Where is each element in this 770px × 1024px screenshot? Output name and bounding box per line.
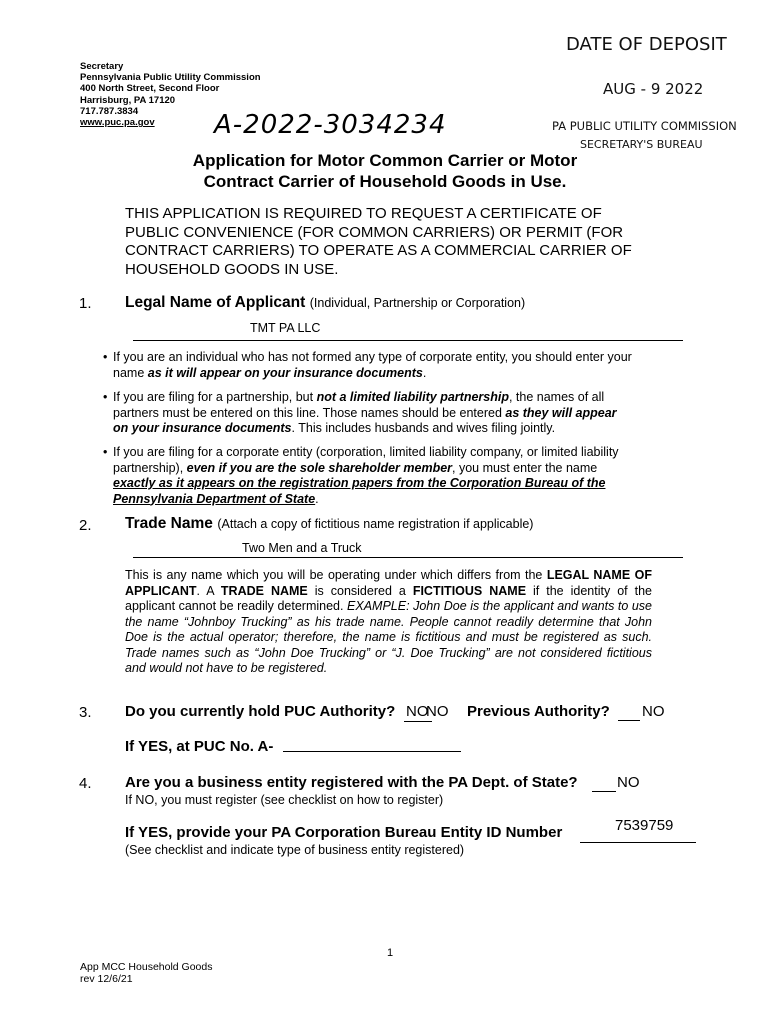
trade-name-field[interactable]	[133, 539, 683, 558]
q4-number: 4.	[79, 775, 92, 792]
address-line2: Pennsylvania Public Utility Commission	[80, 72, 261, 84]
q1-number: 1.	[79, 295, 92, 312]
address-phone: 717.787.3834	[80, 105, 139, 117]
q2-hint: (Attach a copy of fictitious name registration if applicable)	[217, 517, 534, 531]
docket-number: A-2022-3034234	[214, 110, 447, 140]
q2-p-f: FICTITIOUS NAME	[412, 583, 527, 598]
page-number: 1	[387, 947, 394, 959]
title-line1: Application for Motor Common Carrier or Motor	[192, 151, 578, 170]
footer-form: App MCC Household Goods	[80, 961, 213, 973]
page-title	[130, 150, 640, 192]
intro-line1: THIS APPLICATION IS REQUIRED TO REQUEST A CERTIFICATE OF	[125, 205, 602, 222]
q1-b2-text: If you are filing for a partnership, but	[113, 390, 317, 404]
address-line3: 400 North Street, Second Floor	[80, 83, 220, 95]
intro-line3: CONTRACT CARRIERS) TO OPERATE AS A COMMERCIAL CARRIER OF	[125, 242, 632, 259]
q3-ifyes-label: If YES, at PUC No. A-	[125, 738, 274, 755]
q2-number: 2.	[79, 517, 92, 534]
footer-info	[80, 961, 213, 985]
entity-id-field[interactable]	[580, 817, 696, 843]
q4-note: If NO, you must register (see checklist on how to register)	[125, 793, 444, 807]
q2-p-e: is considered a	[307, 583, 413, 598]
stamp-title: DATE OF DEPOSIT	[566, 34, 727, 55]
entity-id-value: 7539759	[615, 817, 674, 834]
q1-b2-emph: not a limited liability partnership	[316, 390, 509, 404]
q1-b3-emph: even if you are the sole shareholder member	[186, 460, 453, 475]
q1-b3-text2: , you must enter the name	[452, 460, 598, 475]
q3-question: Do you currently hold PUC Authority?	[125, 703, 396, 720]
q2-heading	[125, 515, 533, 533]
q1-heading	[125, 294, 525, 312]
q1-bullet-2	[113, 390, 633, 437]
intro-line4: HOUSEHOLD GOODS IN USE.	[125, 260, 339, 278]
q1-b3-end: .	[315, 491, 319, 506]
business-entity-answer-field[interactable]	[592, 774, 644, 792]
q2-p-h: EXAMPLE: John Doe is the applicant and wants to use the name “Johnboy Trucking” as his trade name. People cannot readily determine that John Doe is the actual operator; therefore, the name is fictitious and must be registered as such. Trade names such as “John Doe Trucking” or “J. Doe Trucking” are not considered fictitious and would not have to be registered.	[125, 599, 652, 675]
q4-entity-label: If YES, provide your PA Corporation Bureau Entity ID Number	[125, 824, 563, 841]
q2-p-d: TRADE NAME	[220, 583, 308, 598]
q1-label: Legal Name of Applicant	[125, 294, 306, 311]
trade-name-explanation	[125, 568, 652, 677]
q4-entity-note: (See checklist and indicate type of business entity registered)	[125, 843, 465, 857]
q1-b3-text: If you are filing for a corporate entity (corporation, limited liability company, or limited liability partnership),	[113, 445, 619, 475]
address-web-link[interactable]: www.puc.pa.gov	[80, 117, 155, 129]
q1-b1-text: If you are an individual who has not formed any type of corporate entity, you should enter your name	[113, 350, 632, 380]
stamp-bureau: SECRETARY'S BUREAU	[580, 138, 703, 151]
legal-name-value: TMT PA LLC	[250, 321, 321, 335]
puc-authority-overwrite: NO	[426, 703, 449, 720]
q1-b1-emph: as it will appear on your insurance documents	[147, 365, 423, 380]
q2-p-c: . A	[196, 583, 221, 598]
q1-bullet-1	[113, 350, 633, 381]
stamp-date: AUG - 9 2022	[603, 80, 704, 98]
legal-name-field[interactable]	[133, 318, 683, 341]
trade-name-value: Two Men and a Truck	[242, 541, 362, 555]
address-line4: Harrisburg, PA 17120	[80, 94, 176, 106]
previous-authority-field[interactable]	[618, 703, 666, 721]
q2-p-a: This is any name which you will be operating under which differs from the	[125, 568, 547, 582]
q1-hint: (Individual, Partnership or Corporation)	[309, 296, 526, 310]
previous-authority-underline	[618, 720, 640, 721]
q1-b2-text2: , the names of all partners must be entered on this line. Those names should be entered	[113, 390, 605, 420]
q2-p-g: if the identity of the applicant cannot be readily determined.	[125, 583, 652, 613]
q2-p-b: LEGAL NAME OF APPLICANT	[125, 568, 652, 598]
footer-rev: rev 12/6/21	[80, 973, 133, 985]
q1-b3-emph2: exactly as it appears on the registration papers from the Corporation Bureau of the Pennsylvania Department of State	[113, 476, 606, 506]
q1-b2-emph2: as they will appear on your insurance documents	[113, 405, 617, 435]
business-entity-answer: NO	[617, 774, 640, 791]
previous-authority-answer: NO	[642, 703, 665, 720]
puc-authority-answer: NO	[406, 703, 429, 720]
q2-label: Trade Name	[125, 515, 213, 532]
business-entity-underline	[592, 791, 616, 792]
stamp-org: PA PUBLIC UTILITY COMMISSION	[552, 119, 737, 133]
q3-prev-label: Previous Authority?	[467, 703, 610, 720]
q1-b2-end: . This includes husbands and wives filing jointly.	[291, 421, 556, 435]
puc-authority-answer-field[interactable]	[404, 703, 449, 722]
puc-number-field[interactable]	[283, 751, 461, 752]
intro-text	[125, 205, 632, 279]
q1-b1-end: .	[422, 365, 427, 380]
title-line2: Contract Carrier of Household Goods in Use.	[203, 172, 567, 191]
q4-question: Are you a business entity registered with the PA Dept. of State?	[125, 774, 578, 791]
address-line1: Secretary	[80, 61, 124, 72]
intro-line2: PUBLIC CONVENIENCE (FOR COMMON CARRIERS) OR PERMIT (FOR	[125, 223, 624, 241]
q1-bullet-3	[113, 445, 633, 507]
q3-number: 3.	[79, 704, 92, 721]
